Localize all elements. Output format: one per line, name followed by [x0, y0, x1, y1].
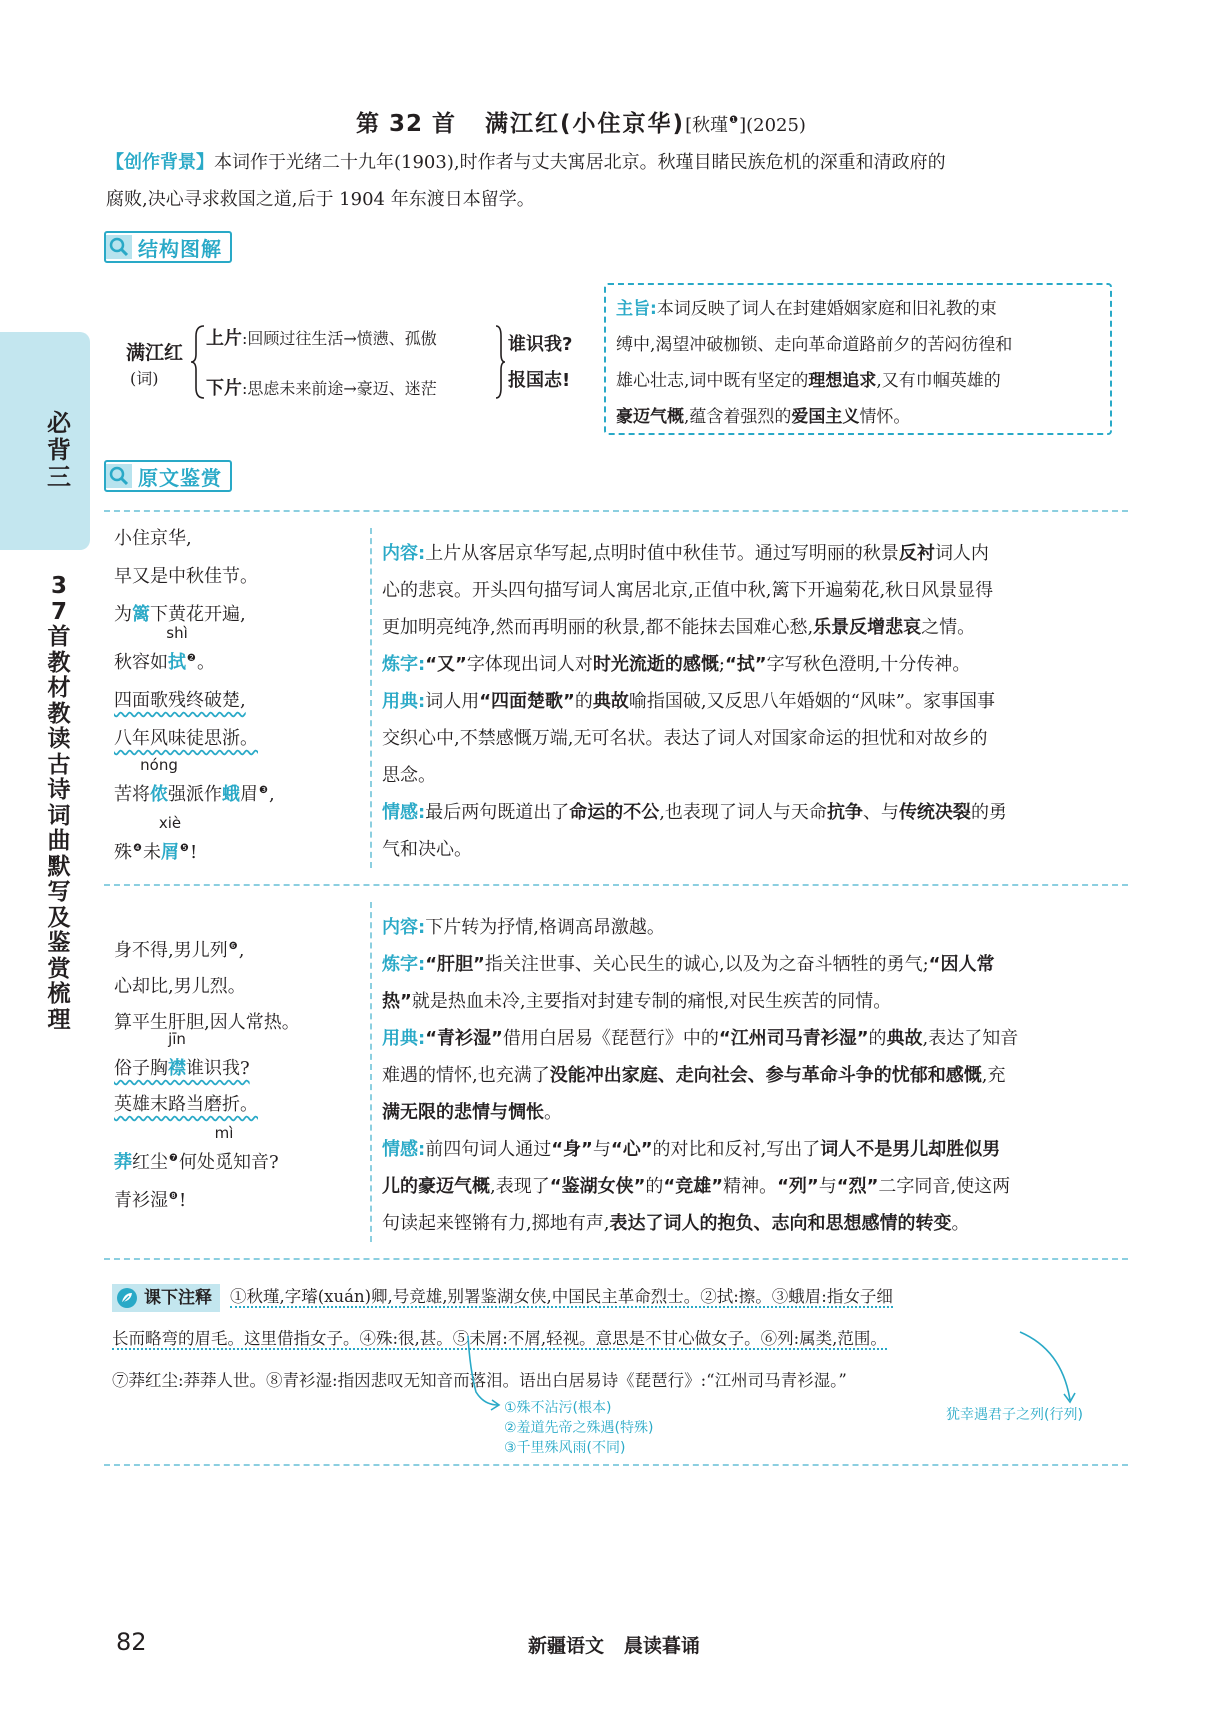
- poem-text: 俗子胸: [114, 1058, 168, 1079]
- poem-line: [114, 936, 244, 962]
- theme-text-3c: ,又有巾帼英雄的: [876, 371, 1001, 391]
- poem-text: 眉: [240, 784, 258, 805]
- handwritten-note: ③千里殊风雨(不同): [504, 1440, 626, 1456]
- handwritten-note: ①殊不沾污(根本): [504, 1400, 612, 1416]
- text: 喻指国破,又反思八年婚姻的“风味”。家事国事: [628, 691, 995, 712]
- text-emphasis: 典故: [886, 1028, 923, 1049]
- note-marker: ❼: [169, 1153, 178, 1164]
- text: 的勇: [970, 802, 1007, 823]
- diagram-ask-2: 报国志!: [508, 370, 571, 391]
- poem-line: 小住京华,: [114, 528, 192, 549]
- diagram-ask-1: 谁识我?: [508, 334, 573, 355]
- poem-text: 下黄花开遍,: [150, 604, 246, 625]
- text-emphasis: 表达了词人的抱负、志向和思想感情的转变: [609, 1213, 952, 1234]
- book-title: 新疆语文 晨读暮诵: [528, 1635, 700, 1657]
- section-title-structure: 结构图解: [138, 236, 222, 261]
- theme-text-1: 本词反映了词人在封建婚姻家庭和旧礼教的束: [656, 299, 997, 319]
- exam-year: (2025): [746, 115, 806, 136]
- poem-text: 身不得,男儿列: [114, 940, 228, 961]
- note-marker: ❸: [259, 785, 268, 796]
- note-marker: ❻: [228, 941, 238, 952]
- poem-key-char: 莽: [114, 1152, 132, 1173]
- text-emphasis: 热”: [382, 991, 412, 1012]
- text-emphasis: 儿的豪迈气概: [382, 1176, 490, 1197]
- text-emphasis: 词人不是男儿却胜似男: [820, 1139, 1001, 1160]
- divider-middle: [104, 884, 1128, 886]
- text: 思念。: [382, 765, 436, 786]
- poem-line: [114, 1030, 250, 1080]
- text: 、与: [862, 802, 899, 823]
- handwritten-notes-shu: [504, 1398, 653, 1458]
- text-emphasis: 乐景反增悲哀: [813, 617, 922, 638]
- text: 心的悲哀。开头四句描写词人寓居北京,正值中秋,篱下开遍菊花,秋日风景显得: [382, 580, 994, 601]
- text-emphasis: “四面楚歌”: [479, 691, 575, 712]
- theme-text-2: 缚中,渴望冲破枷锁、走向革命道路前夕的苦闷彷徨和: [616, 335, 1013, 355]
- text: 精神。: [723, 1176, 778, 1197]
- label-allusion: 用典:: [382, 1028, 426, 1049]
- poem-line: 算平生肝胆,因人常热。: [114, 1012, 300, 1033]
- text: 的: [574, 691, 593, 712]
- text: 的: [645, 1176, 664, 1197]
- text-emphasis: “竞雄”: [663, 1176, 724, 1197]
- text-emphasis: “烈”: [836, 1176, 879, 1197]
- text: 的对比和反衬,写出了: [652, 1139, 821, 1160]
- author-note-marker: ❶: [729, 114, 739, 126]
- poem-text: 殊: [114, 842, 132, 863]
- author-bracket-close: ]: [739, 115, 747, 136]
- diagram-brace-left: [190, 324, 206, 400]
- author-bracket-open: [: [685, 115, 693, 136]
- poem-text: 苦将: [114, 784, 150, 805]
- note-marker: ❹: [133, 843, 142, 854]
- text: ,也表现了词人与天命: [659, 802, 827, 823]
- text: ,充: [981, 1065, 1006, 1086]
- text: 交织心中,不禁感慨万端,无可名状。表达了词人对国家命运的担忧和对故乡的: [382, 728, 988, 749]
- pinyin: xiè: [158, 814, 182, 832]
- pinyin: nóng: [140, 756, 178, 774]
- footnotes-label: 课下注释: [144, 1287, 212, 1308]
- text-emphasis: 传统决裂: [898, 802, 971, 823]
- pinyin: jīn: [168, 1030, 186, 1048]
- theme-label: 主旨:: [616, 299, 657, 319]
- diagram-lower: [206, 374, 437, 400]
- poem-text: 红尘: [132, 1152, 168, 1173]
- theme-box: [604, 283, 1112, 435]
- theme-ideal: 理想追求: [808, 371, 877, 391]
- text: ,表现了: [490, 1176, 550, 1197]
- label-content: 内容:: [382, 543, 426, 564]
- text-emphasis: 反衬: [898, 543, 935, 564]
- magnifier-icon: [106, 464, 132, 488]
- poem-key-char: [214, 1124, 234, 1174]
- text-emphasis: “江州司马青衫湿”: [718, 1028, 869, 1049]
- diagram-root-title: 满江红: [126, 342, 184, 364]
- text: 字写秋色澄明,十分传神。: [766, 654, 971, 675]
- poem-line: [114, 814, 198, 864]
- leaf-icon: [116, 1287, 138, 1309]
- diagram-root-sub: (词): [130, 369, 159, 388]
- poem-text: 何处: [178, 1152, 215, 1173]
- text: ;: [718, 654, 725, 675]
- text: 的: [868, 1028, 887, 1049]
- note-marker: ❷: [187, 653, 196, 664]
- section-tag-structure: [104, 231, 232, 263]
- text: 词人内: [934, 543, 989, 564]
- footnotes-label-box: [112, 1284, 220, 1312]
- poem-line: 英雄末路当磨折。: [114, 1094, 258, 1115]
- poem-text: 知音?: [232, 1152, 279, 1173]
- poem-line: [114, 1186, 186, 1212]
- theme-text-3a: 雄心壮志,词中既有坚定的: [616, 371, 809, 391]
- text-emphasis: 满无限的悲情与惆怅: [382, 1102, 544, 1123]
- footnote-line-1: ①秋瑾,字璿(xuán)卿,号竞雄,别署鉴湖女侠,中国民主革命烈士。②拭:擦。③蛾眉:指女子细: [230, 1287, 893, 1306]
- text-emphasis: “又”: [425, 654, 467, 675]
- column-divider-upper: [370, 528, 372, 868]
- poem-line: [114, 624, 215, 674]
- label-content: 内容:: [382, 917, 426, 938]
- text: 更加明亮纯净,然而再明丽的秋景,都不能抹去国难心愁,: [382, 617, 814, 638]
- background-text-1: 本词作于光绪二十九年(1903),时作者与丈夫寓居北京。秋瑾目睹民族危机的深重和清政府的: [214, 152, 946, 173]
- poem-key-char: [166, 624, 188, 674]
- poem-text: 。: [196, 652, 215, 673]
- poem-line: 八年风味徒思浙。: [114, 728, 258, 749]
- diagram-upper: [206, 324, 437, 350]
- label-word-refining: 炼字:: [382, 654, 426, 675]
- divider-notes: [104, 1258, 1128, 1260]
- divider-bottom: [104, 1464, 1128, 1466]
- footnote-line-2: 长而略弯的眉毛。这里借指女子。④殊:很,甚。⑤未屑:不屑,轻视。意思是不甘心做女子。⑥列:属类,范围。: [112, 1329, 887, 1348]
- pinyin: shì: [166, 624, 188, 642]
- poem-text: 强派作: [168, 784, 222, 805]
- text: ,表达了知音: [922, 1028, 1019, 1049]
- section-tag-original: [104, 460, 232, 492]
- divider-top: [104, 510, 1128, 512]
- analysis-upper: [382, 535, 1142, 868]
- text-emphasis: “身”: [551, 1139, 593, 1160]
- theme-heroic: 豪迈气概: [616, 407, 684, 427]
- char: 襟: [168, 1058, 186, 1079]
- poem-text: !: [189, 842, 198, 863]
- text-emphasis: 时光流逝的感慨: [592, 654, 719, 675]
- text: 下片转为抒情,格调高昂激越。: [425, 917, 665, 938]
- pinyin: mì: [214, 1124, 234, 1142]
- char: 拭: [168, 652, 186, 673]
- text: 之情。: [921, 617, 976, 638]
- text-emphasis: 没能冲出家庭、走向社会、参与革命斗争的忧郁和感慨: [549, 1065, 982, 1086]
- text: 句读起来铿锵有力,掷地有声,: [382, 1213, 610, 1234]
- poem-text: 青衫湿: [114, 1190, 168, 1211]
- side-tab: [0, 332, 90, 550]
- diagram-lower-label: 下片: [206, 378, 242, 399]
- text: 气和决心。: [382, 839, 472, 860]
- text: 指关注世事、关心民生的诚心,以及为之奋斗牺牲的勇气;: [484, 954, 929, 975]
- magnifier-icon: [106, 235, 132, 259]
- text-emphasis: “拭”: [724, 654, 767, 675]
- poem-text: !: [178, 1190, 187, 1211]
- poem-line: 心却比,男儿烈。: [114, 976, 246, 997]
- poem-text: 秋容如: [114, 652, 168, 673]
- text: 最后两句既道出了: [425, 802, 570, 823]
- poem-number: 第 32 首: [356, 111, 457, 137]
- note-marker: ❽: [169, 1191, 178, 1202]
- poem-line: [114, 1124, 279, 1174]
- text: 上片从客居京华写起,点明时值中秋佳节。通过写明丽的秋景: [425, 543, 899, 564]
- label-emotion: 情感:: [382, 1139, 426, 1160]
- char: 屑: [160, 842, 179, 863]
- poem-key-char: [158, 814, 182, 864]
- label-word-refining: 炼字:: [382, 954, 426, 975]
- poem-key-char: 蛾: [222, 784, 240, 805]
- poem-line: [114, 756, 275, 806]
- side-tab-subtitle: 37首教材教读古诗词曲默写及鉴赏梳理: [47, 573, 71, 1033]
- text: 难遇的情怀,也充满了: [382, 1065, 550, 1086]
- diagram-lower-text: :思虑未来前途→豪迈、迷茫: [242, 379, 437, 398]
- text-emphasis: 抗争: [826, 802, 863, 823]
- handwritten-note-lie: 犹幸遇君子之列(行列): [946, 1407, 1083, 1423]
- text: 与: [818, 1176, 837, 1197]
- poem-key-char: 篱: [132, 604, 150, 625]
- footnote-line-3: ⑦莽红尘:莽莽人世。⑧青衫湿:指因悲叹无知音而落泪。语出白居易诗《琵琶行》:“江州司马青衫湿。”: [112, 1371, 847, 1390]
- text: 借用白居易《琵琶行》中的: [502, 1028, 719, 1049]
- poem-text: 未: [142, 842, 161, 863]
- text: 。: [951, 1213, 970, 1234]
- column-divider-lower: [370, 902, 372, 1242]
- text-emphasis: “因人常: [928, 954, 995, 975]
- diagram-upper-label: 上片: [206, 328, 242, 349]
- side-tab-title: 必背三: [47, 409, 71, 491]
- footnotes: [112, 1276, 1132, 1402]
- poem-title: 满江红(小住京华): [485, 111, 686, 137]
- label-allusion: 用典:: [382, 691, 426, 712]
- text-emphasis: “心”: [610, 1139, 653, 1160]
- text: 前四句词人通过: [425, 1139, 552, 1160]
- text: 词人用: [425, 691, 480, 712]
- label-emotion: 情感:: [382, 802, 426, 823]
- poem-text: 谁识我?: [186, 1058, 250, 1079]
- author-name: 秋瑾: [692, 115, 729, 136]
- poem-line: [114, 600, 246, 626]
- poem-header: [356, 105, 806, 138]
- page-number: 82: [116, 1628, 147, 1656]
- text: 就是热血未冷,主要指对封建专制的痛恨,对民生疾苦的同情。: [411, 991, 892, 1012]
- text: 。: [544, 1102, 562, 1123]
- poem-text: 为: [114, 604, 132, 625]
- text-emphasis: “青衫湿”: [425, 1028, 503, 1049]
- poem-line: 早又是中秋佳节。: [114, 566, 258, 587]
- text: 字体现出词人对: [466, 654, 593, 675]
- text-emphasis: 命运的不公: [569, 802, 660, 823]
- poem-line: 四面歌残终破楚,: [114, 690, 246, 711]
- char: 侬: [150, 784, 168, 805]
- text: 二字同音,使这两: [878, 1176, 1011, 1197]
- background-label: 【创作背景】: [106, 152, 214, 173]
- text-emphasis: 典故: [592, 691, 629, 712]
- handwritten-note: ②羞道先帝之殊遇(特殊): [504, 1420, 654, 1436]
- text-emphasis: “列”: [777, 1176, 819, 1197]
- char: 觅: [214, 1152, 233, 1173]
- creation-background: [106, 144, 1136, 218]
- text-emphasis: “肝胆”: [425, 954, 485, 975]
- theme-patriotism: 爱国主义: [791, 407, 860, 427]
- poem-key-char: [168, 1030, 186, 1080]
- theme-text-4d: 情怀。: [859, 407, 911, 427]
- analysis-lower: [382, 909, 1142, 1242]
- theme-text-4b: ,蕴含着强烈的: [684, 407, 792, 427]
- poem-text: ,: [238, 940, 245, 961]
- text: 与: [592, 1139, 611, 1160]
- background-text-2: 腐败,决心寻求救国之道,后于 1904 年东渡日本留学。: [106, 189, 535, 210]
- structure-diagram: [118, 322, 598, 402]
- diagram-upper-text: :回顾过往生活→愤懑、孤傲: [242, 329, 437, 348]
- poem-text: ,: [268, 784, 275, 805]
- section-title-original: 原文鉴赏: [138, 465, 222, 490]
- poem-key-char: [140, 756, 178, 806]
- text-emphasis: “鉴湖女侠”: [549, 1176, 646, 1197]
- note-marker: ❺: [179, 843, 189, 854]
- diagram-brace-right: [494, 324, 506, 400]
